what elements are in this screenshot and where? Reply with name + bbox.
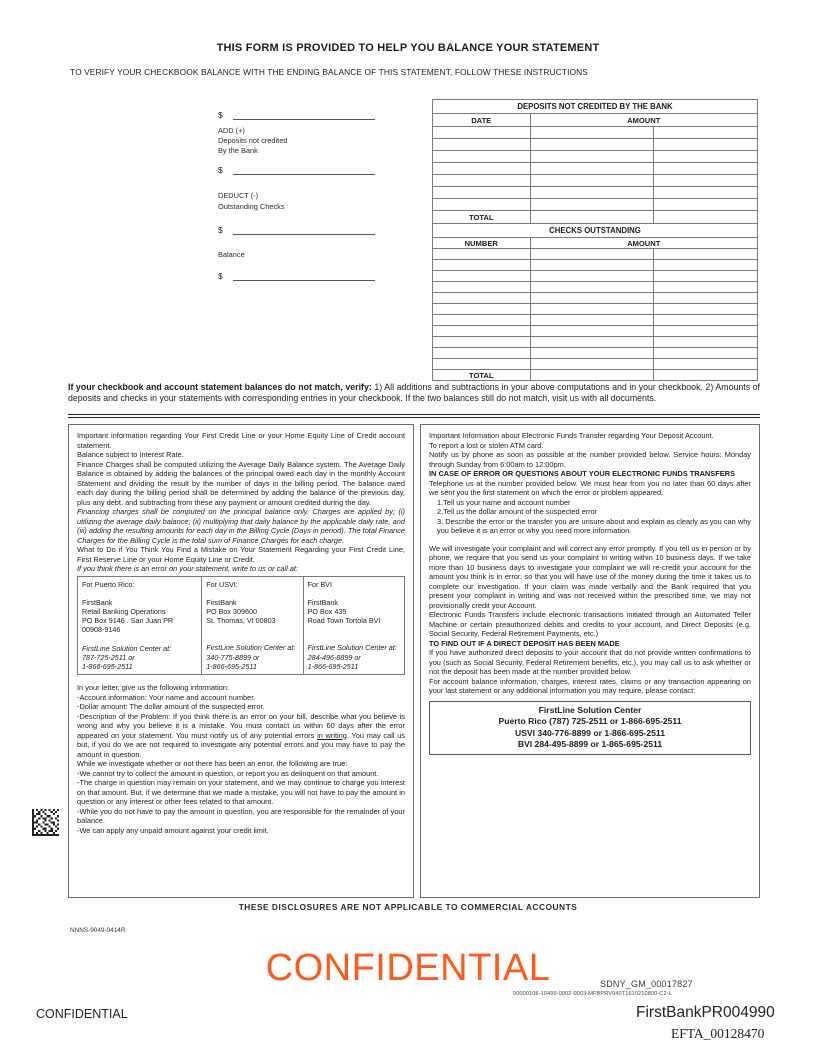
phone-intro: FirstLine Solution Center at:	[82, 643, 172, 653]
table-title: CHECKS OUTSTANDING	[433, 224, 758, 238]
table-cell	[654, 139, 758, 151]
dollar-sign: $	[218, 271, 223, 281]
investigation-intro: While we investigate whether or not there has been an error, the following are true:	[77, 759, 348, 769]
address-line: 00908-9146	[82, 625, 121, 635]
table-row	[433, 199, 758, 211]
investigation-bullet: -We cannot try to collect the amount in question, or report you as delinquent on that amount.	[77, 768, 379, 778]
table-row	[78, 576, 405, 675]
table-title: DEPOSITS NOT CREDITED BY THE BANK	[433, 100, 758, 114]
table-row	[433, 359, 758, 370]
sdny-bates-number: SDNY_GM_00017827	[600, 979, 693, 989]
table-row	[433, 271, 758, 282]
table-cell	[530, 260, 654, 271]
column-header-amount: AMOUNT	[530, 114, 758, 127]
table-cell	[530, 304, 654, 315]
amount-blank-line	[233, 225, 375, 235]
confidential-footer-label: CONFIDENTIAL	[36, 1007, 128, 1021]
solution-center-pr-phone: Puerto Rico (787) 725-2511 or 1-866-695-2511	[498, 716, 682, 726]
form-subtitle: TO VERIFY YOUR CHECKBOOK BALANCE WITH THE ENDING BALANCE OF THIS STATEMENT, FOLLOW THESE INSTRUCTIONS	[70, 67, 588, 77]
table-cell	[530, 359, 654, 370]
finance-charges-paragraph: Finance Charges shall be computed utilizing the Average Daily Balance system. The Average Daily Balance is obtained by adding the balances of the principal owed each day in the monthly Account Statement and dividing the result by the number of days in the billing period. The balance owed each day during the billing period shall be determined by adding the balance of the previous day, plus any debt, and subtracting from these any payment or amount credited during the day.	[77, 459, 405, 507]
step-2: 2.Tell us the dollar amount of the suspected error	[437, 507, 598, 516]
error-write-or-call-note: If you think there is an error on your statement, write to us or call at:	[77, 564, 298, 573]
dollar-sign: $	[218, 165, 223, 175]
balance-label: Balance	[218, 250, 245, 259]
table-cell	[433, 187, 531, 199]
table-cell	[530, 337, 654, 348]
table-title-row	[433, 224, 758, 238]
form-number: NNNS-9049-0414R	[70, 927, 126, 934]
table-body	[433, 249, 758, 370]
table-total-row	[433, 370, 758, 381]
table-cell	[530, 175, 654, 187]
table-cell	[433, 348, 531, 359]
table-cell	[654, 315, 758, 326]
solution-center-usvi-phone: USVI 340-776-8899 or 1-866-695-2511	[514, 727, 666, 738]
step-1: 1.Tell us your name and account number	[437, 497, 571, 507]
amount-blank-line	[233, 110, 375, 120]
table-cell	[654, 260, 758, 271]
table-cell	[530, 282, 654, 293]
table-cell	[433, 249, 531, 260]
dollar-sign: $	[218, 110, 223, 120]
table-row	[433, 151, 758, 163]
verify-instructions	[68, 382, 760, 405]
phone-intro: FirstLine Solution Center at:	[307, 643, 397, 653]
balance-entry-line-4	[218, 271, 375, 281]
contact-cell-puerto-rico	[78, 576, 202, 675]
letter-bullet-dollar: -Dollar amount: The dollar amount of the suspected error.	[77, 702, 265, 712]
table-row	[433, 282, 758, 293]
bullet-text: . You may call us but, if you do we are not required to investigate any potential errors and you may have to pay the amount in question.	[77, 730, 405, 759]
financing-charges-paragraph: Financing charges shall be computed on the principal balance only. Charges are applied by; (i) utilizing the average daily balance; (ii) multiplying that daily balance by the applicable daily rate, and (iii) adding the resulting amounts for each day in the Billing Cycle (Days in period). The total Finance Charges for the Billing Cycle is the total sum of Finance Charges for each charge.	[77, 507, 405, 545]
verify-lead: If your checkbook and account statement balances do not match, verify:	[68, 382, 372, 392]
contact-heading: For BVI	[307, 579, 332, 589]
table-cell	[433, 282, 531, 293]
error-questions-heading: IN CASE OF ERROR OR QUESTIONS ABOUT YOUR ELECTRONIC FUNDS TRANSFERS	[429, 469, 735, 478]
table-cell	[433, 337, 531, 348]
table-cell	[433, 199, 531, 211]
table-cell	[654, 249, 758, 260]
direct-deposit-heading: TO FIND OUT IF A DIRECT DEPOSIT HAS BEEN MADE	[429, 638, 620, 648]
investigate-complaint-paragraph: We will investigate your complaint and will correct any error promptly. If you tell us in person or by phone, we require that you send us your complaint in writing within 10 business days. If we take more than 10 business days to investigate your complaint we will re-credit your account for the amount you think is in error, so that you will have use of the money during the time it takes us to complete our investigation. If your claim was made verbally and the Bank required that you present your complaint in writing and was not received within the prescribed time, we may not provisionally credit your Account.	[429, 543, 751, 610]
table-cell	[433, 175, 531, 187]
contact-heading: For Puerto Rico:	[82, 579, 135, 589]
table-cell	[654, 163, 758, 175]
table-row	[433, 260, 758, 271]
spacer	[206, 625, 298, 634]
phone-number: 1-866-695-2511	[206, 661, 257, 671]
investigation-bullet: -The charge in question may remain on your statement, and we may continue to charge you interest on that amount. But, if we determine that we made a mistake, you will not have to pay the amount in question or any interest or other fees related to that amount.	[77, 778, 405, 807]
table-cell	[433, 163, 531, 175]
table-cell	[654, 293, 758, 304]
deduct-label: DEDUCT (-)	[218, 191, 259, 200]
solution-center-box	[429, 701, 751, 755]
table-cell	[530, 187, 654, 199]
contact-heading: For USVI:	[206, 579, 238, 589]
balance-entry-line-2	[218, 165, 375, 175]
table-cell	[433, 271, 531, 282]
table-cell	[530, 199, 654, 211]
table-cell	[654, 304, 758, 315]
add-desc-line1: Deposits not credited	[218, 136, 288, 145]
datamatrix-barcode-icon	[32, 809, 59, 836]
table-cell	[530, 151, 654, 163]
confidential-stamp: CONFIDENTIAL	[265, 947, 551, 989]
solution-center-title: FirstLine Solution Center	[538, 704, 642, 715]
table-cell	[530, 127, 654, 139]
balance-entry-line-1	[218, 110, 375, 120]
table-cell	[433, 293, 531, 304]
deduct-desc: Outstanding Checks	[218, 202, 285, 211]
firstbank-bates-number: FirstBankPR004990	[636, 1004, 775, 1021]
phone-number: 1-866-695-2511	[82, 661, 133, 671]
table-cell	[433, 359, 531, 370]
credit-info-heading: Important information regarding Your First Credit Line or your Home Equity Line of Credit account statement.	[77, 431, 405, 450]
table-cell	[433, 326, 531, 337]
account-balance-info-paragraph: For account balance information, charges, interest rates, claims or any transaction appearing on your last statement or any additional information you may require, please contact:	[429, 676, 751, 695]
table-cell	[654, 326, 758, 337]
table-cell	[530, 293, 654, 304]
spacer	[206, 589, 298, 598]
credit-line-disclosure-box	[68, 424, 414, 898]
table-cell	[530, 315, 654, 326]
letter-bullet-account: -Account information: Your name and account number.	[77, 692, 256, 702]
in-writing-underlined: in writing	[317, 730, 347, 740]
solution-center-bvi-phone: BVI 284-495-8899 or 1-865-695-2511	[517, 739, 663, 749]
telephone-us-paragraph: Telephone us at the number provided below. We must hear from you no later than 60 days after we sent you the first statement on which the error or problem appeared.	[429, 478, 751, 497]
table-row	[433, 139, 758, 151]
table-title-row	[433, 100, 758, 114]
spacer	[82, 635, 197, 644]
add-label: ADD (+)	[218, 126, 245, 135]
section-divider-rule	[68, 414, 760, 418]
column-header-number: NUMBER	[433, 238, 531, 249]
phone-number: 1-866-695-2511	[307, 661, 359, 671]
table-cell	[530, 249, 654, 260]
spacer	[206, 634, 298, 643]
table-body	[433, 127, 758, 211]
eft-info-heading: Important Information about Electronic Funds Transfer regarding Your Deposit Account.	[429, 431, 714, 440]
table-cell	[654, 282, 758, 293]
step-3: 3. Describe the error or the transfer you are unsure about and explain as clearly as you can why you believe it is an error or why you need more information.	[437, 516, 751, 535]
column-header-date: DATE	[433, 114, 531, 127]
table-row	[433, 337, 758, 348]
table-cell	[433, 151, 531, 163]
interest-rate-note: Balance subject to Interest Rate.	[77, 450, 184, 459]
table-cell	[433, 139, 531, 151]
table-cell	[433, 304, 531, 315]
efta-bates-number: EFTA_00128470	[671, 1026, 765, 1041]
table-row	[433, 249, 758, 260]
table-row	[433, 315, 758, 326]
direct-deposit-paragraph: If you have authorized direct deposits to your account that do not provide written confirmations to you (such as Social Security, Federal Retirement benefits, etc.), you may call us to ask whether or not the deposit has been made at the number provided below.	[429, 648, 751, 676]
table-row	[433, 348, 758, 359]
notify-by-phone-paragraph: Notify us by phone as soon as possible at the number provided below. Service hours: Monday through Sunday from 6:00am to 12:00pm.	[429, 450, 751, 469]
balance-entry-line-3	[218, 225, 375, 235]
spacer	[82, 589, 197, 598]
address-line: PO Box 435	[307, 606, 347, 616]
table-cell	[530, 370, 654, 381]
investigation-bullet: -We can apply any unpaid amount against your credit limit.	[77, 825, 269, 835]
address-line: Retail Banking Operations	[82, 606, 166, 616]
table-cell	[530, 163, 654, 175]
table-cell	[654, 271, 758, 282]
table-cell	[654, 127, 758, 139]
table-cell	[654, 370, 758, 381]
amount-blank-line	[233, 165, 375, 175]
phone-number: 284-496-8899 or	[307, 652, 361, 662]
amount-blank-line	[233, 271, 375, 281]
letter-bullet-description	[77, 712, 405, 760]
add-desc-line2: By the Bank	[218, 146, 258, 155]
bank-name: FirstBank	[206, 597, 237, 607]
checks-outstanding-table	[432, 223, 758, 381]
contact-cell-bvi	[303, 576, 404, 675]
table-row	[433, 326, 758, 337]
table-row	[433, 187, 758, 199]
table-header-row	[433, 114, 758, 127]
address-line: St. Thomas, VI 00803	[206, 616, 276, 626]
phone-number: 787-725-2511 or	[82, 652, 135, 662]
table-row	[433, 163, 758, 175]
address-line: PO Box 309600	[206, 606, 257, 616]
print-control-code: 00000106-10499-0002-0003-MFBPRV040T1610210800-C2-L	[513, 991, 672, 997]
mistake-heading: What to Do if You Think You Find a Mistake on Your Statement Regarding your First Credit Line, First Reserve Line or your Home Equity Line or Credit.	[77, 545, 405, 564]
contact-cell-usvi	[202, 576, 303, 675]
verify-rest: 1) All additions and subtractions in your above computations and in your checkbook. 2) Amounts of deposits and checks in your statements with corresponding entries in your checkbook. If the two balances still do not match, visit us with all documents.	[68, 382, 760, 404]
eft-disclosure-box	[420, 424, 760, 898]
eft-definition-paragraph: Electronic Funds Transfers include electronic transactions initiated through an Automated Teller Machine or certain preauthorized debits and credits to your account, and Direct Deposits (e.g. Social Security, Federal Retirement Payments, etc.)	[429, 610, 751, 638]
table-cell	[433, 127, 531, 139]
column-header-amount: AMOUNT	[530, 238, 758, 249]
table-cell	[654, 151, 758, 163]
table-header-row	[433, 238, 758, 249]
table-cell	[654, 187, 758, 199]
table-row	[433, 293, 758, 304]
table-cell	[530, 326, 654, 337]
table-cell	[433, 315, 531, 326]
lost-atm-card-note: To report a lost or stolen ATM card.	[429, 440, 544, 450]
address-line: Road Town Tortola BVI	[307, 616, 381, 626]
table-cell	[654, 337, 758, 348]
letter-intro: In your letter, give us the following information:	[77, 683, 229, 693]
table-cell	[654, 348, 758, 359]
spacer	[308, 634, 400, 643]
table-cell	[654, 199, 758, 211]
table-row	[433, 127, 758, 139]
table-cell	[433, 260, 531, 271]
table-cell	[530, 348, 654, 359]
bullet-text: -Description of the Problem: If you think there is an error on your bill, describe what you believe is wrong and why you believe it is a mistake. You must contact us within 60 days after the error appeared on your statement. You must notify us of any potential errors	[77, 711, 405, 740]
table-row	[433, 304, 758, 315]
form-title: THIS FORM IS PROVIDED TO HELP YOU BALANCE YOUR STATEMENT	[216, 42, 600, 54]
dollar-sign: $	[218, 225, 223, 235]
phone-number: 340-775-8899 or	[206, 652, 260, 662]
table-row	[433, 175, 758, 187]
bank-name: FirstBank	[307, 597, 338, 607]
total-label: TOTAL	[433, 211, 531, 225]
deposits-not-credited-table	[432, 99, 758, 225]
address-line: PO Box 9146 . San Juan PR	[82, 616, 174, 626]
total-label: TOTAL	[433, 370, 531, 381]
table-cell	[654, 359, 758, 370]
table-cell	[530, 271, 654, 282]
table-cell	[654, 175, 758, 187]
commercial-accounts-disclaimer: THESE DISCLOSURES ARE NOT APPLICABLE TO COMMERCIAL ACCOUNTS	[238, 902, 578, 912]
phone-intro: FirstLine Solution Center at:	[206, 643, 296, 653]
regional-contact-table	[77, 576, 405, 676]
investigation-bullet: -While you do not have to pay the amount in question, you are responsible for the remainder of your balance.	[77, 806, 405, 826]
bank-name: FirstBank	[82, 597, 113, 607]
error-steps-list	[429, 498, 751, 536]
spacer	[308, 589, 400, 598]
table-cell	[530, 139, 654, 151]
spacer	[308, 625, 400, 634]
